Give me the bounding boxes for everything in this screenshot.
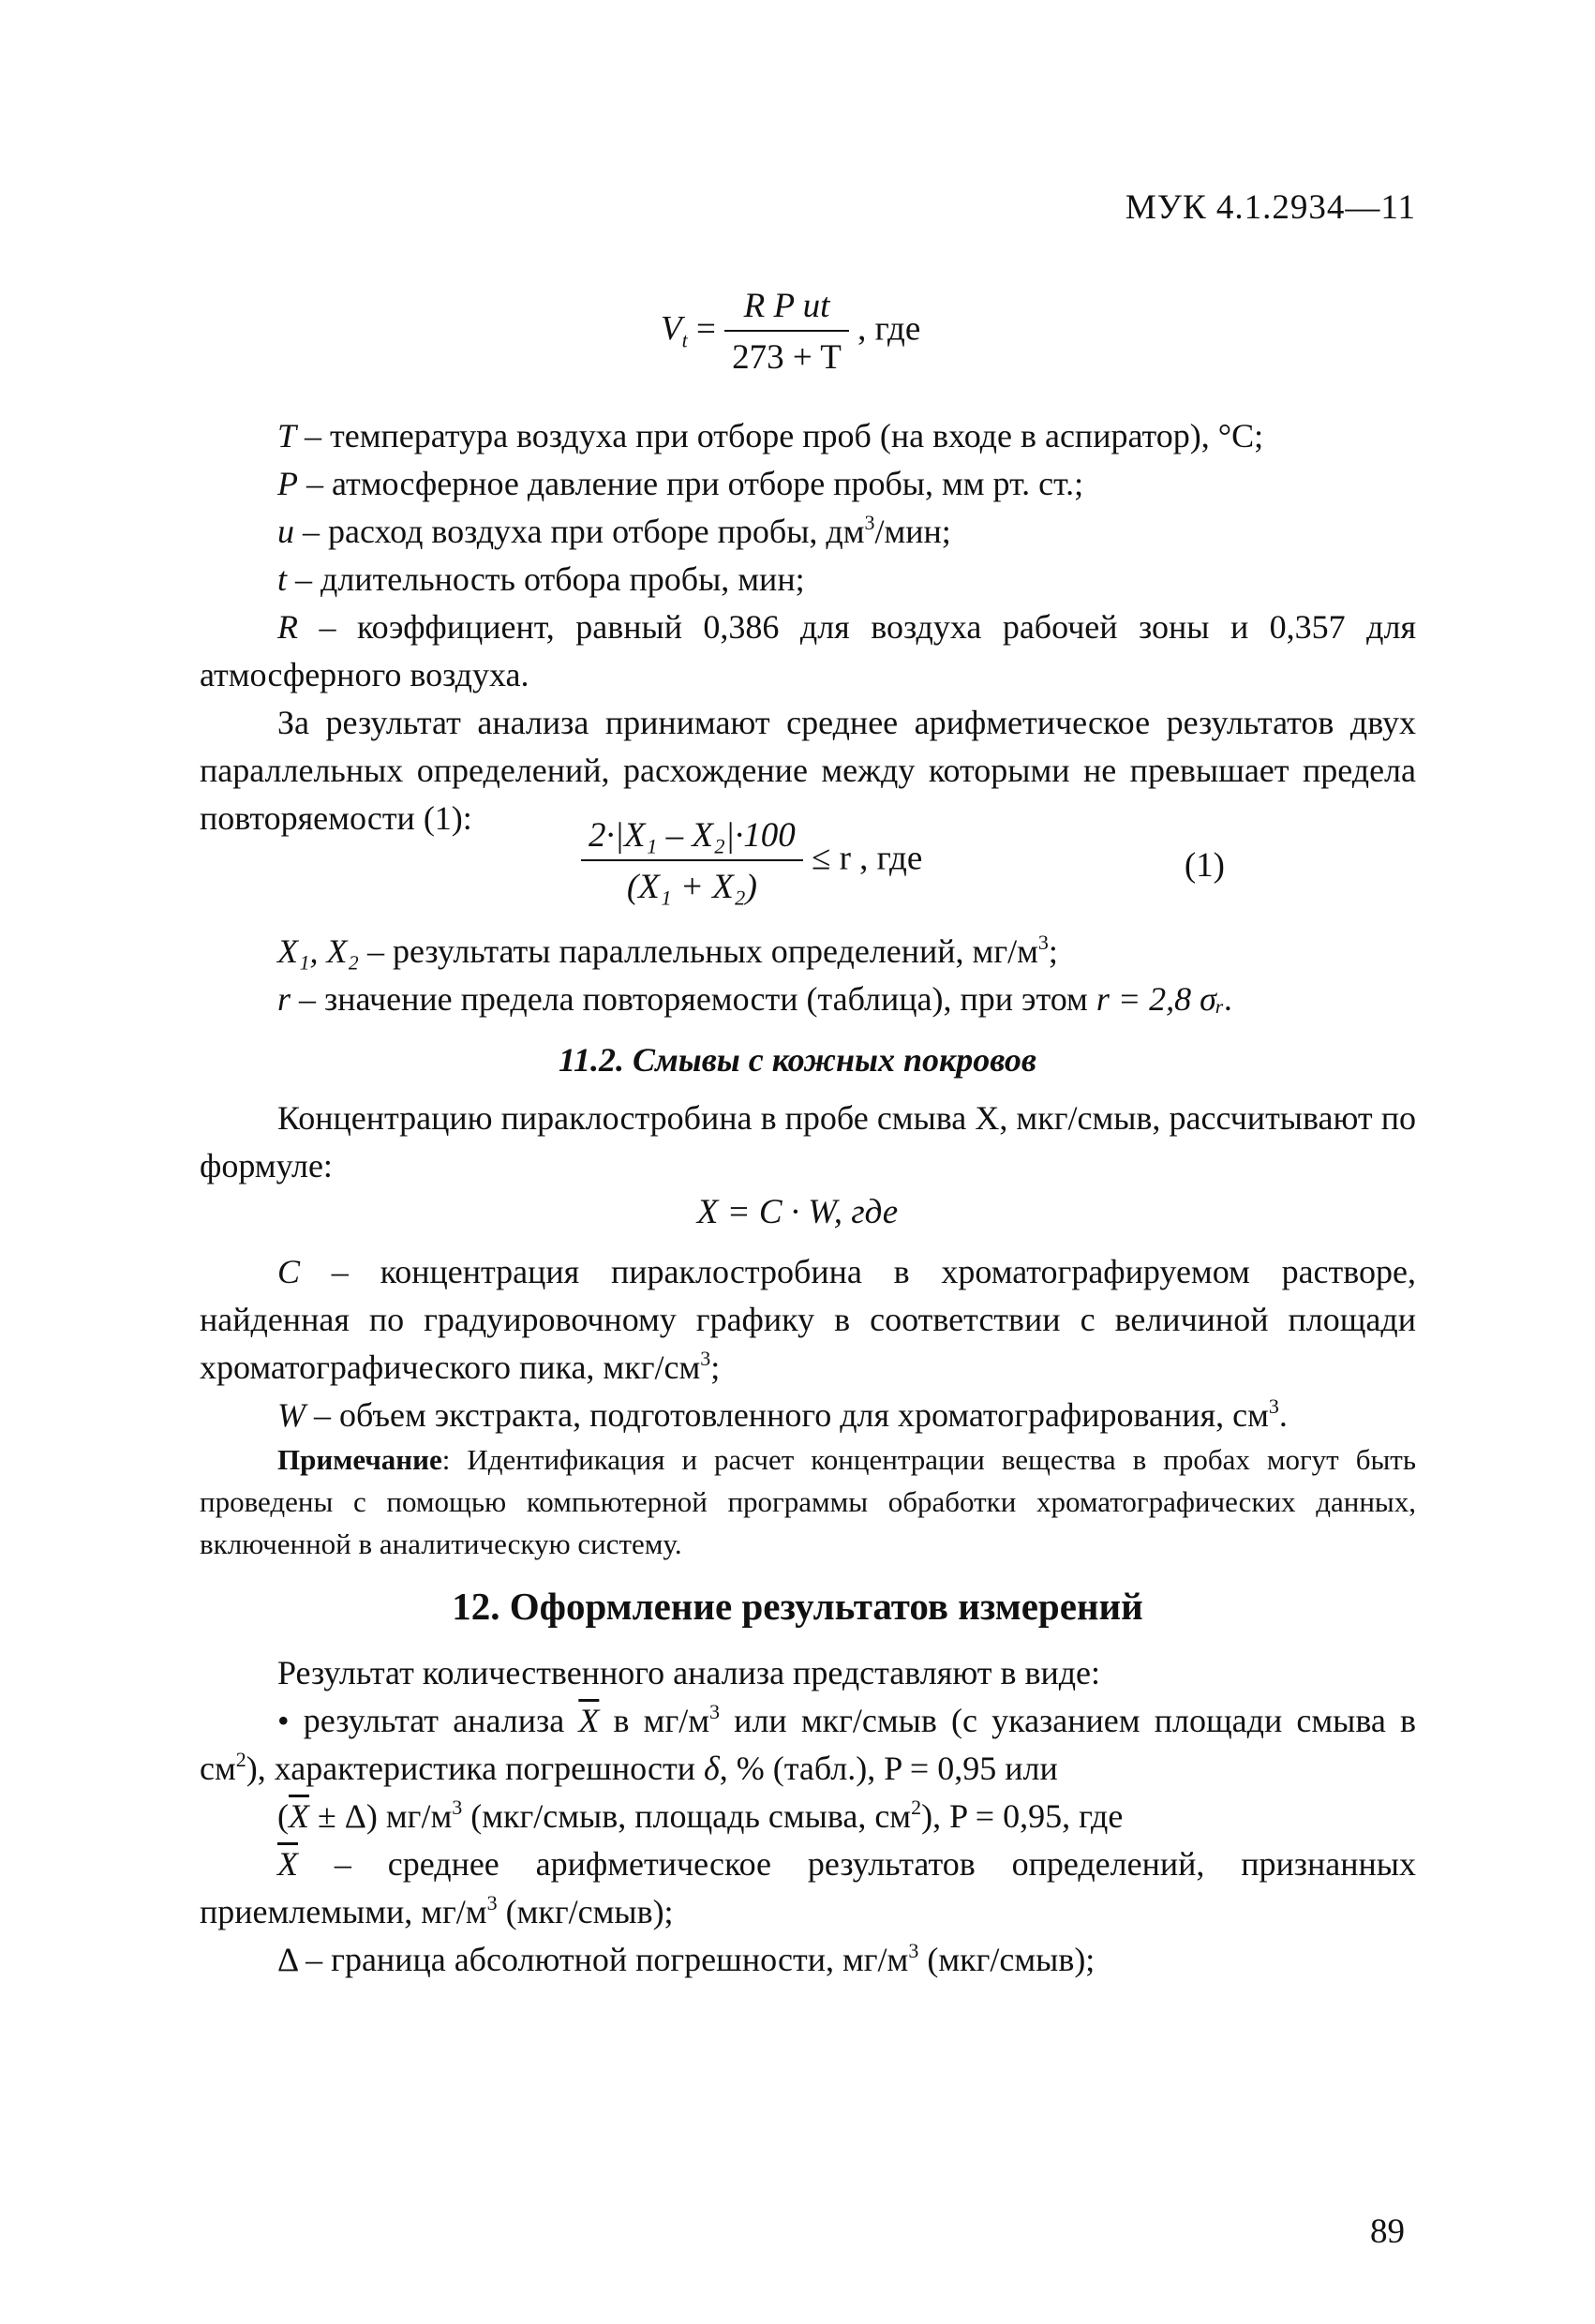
line-plus-minus <box>200 1793 1416 1840</box>
definition-tail: /мин; <box>874 513 951 550</box>
formula-repeat-fraction <box>581 815 803 907</box>
bullet-text-a: • результат анализа <box>277 1702 579 1739</box>
pm-text-c: (мкг/смыв, площадь смыва, см <box>462 1797 912 1835</box>
definition-sup: 3 <box>1268 1394 1279 1418</box>
pm-text-b: ± Δ) мг/м <box>309 1797 453 1835</box>
definition-item <box>200 412 1416 460</box>
formula-repeat-numerator: 2·|X₁ – X₂|·100 <box>581 815 803 861</box>
document-code-header: МУК 4.1.2934—11 <box>1125 188 1416 227</box>
note-block <box>200 1438 1416 1565</box>
definitions-volume <box>200 412 1416 842</box>
pm-sup-c: 2 <box>911 1795 922 1819</box>
pm-text-d: ), P = 0,95, где <box>921 1797 1124 1835</box>
definition-tail: (мкг/смыв); <box>918 1941 1096 1978</box>
definition-sup: 3 <box>700 1347 711 1370</box>
definition-item <box>200 1936 1416 1984</box>
bullet-sup-c: 2 <box>235 1748 246 1771</box>
definition-item <box>200 1392 1416 1439</box>
definition-sup: 3 <box>908 1939 919 1962</box>
definition-text: – результаты параллельных определений, мг/м <box>359 932 1038 970</box>
formula-volume-lhs: V <box>661 309 682 349</box>
section-title: 12. Оформление результатов измерений <box>452 1585 1143 1628</box>
formula-volume-lhs-sub: t <box>681 328 688 352</box>
definition-item <box>200 976 1416 1023</box>
definition-tail: . <box>1278 1396 1288 1434</box>
definition-text: – граница абсолютной погрешности, мг/м <box>297 1941 909 1978</box>
definition-tail: ; <box>1048 932 1058 970</box>
equation-number: (1) <box>1184 846 1225 885</box>
paragraph-present: Результат количественного анализа представляют в виде: <box>277 1654 1101 1691</box>
x-bar-symbol: $\overline{X}$ <box>289 1797 309 1835</box>
bullet-text-b: в мг/м <box>599 1702 710 1739</box>
definition-tail: ; <box>710 1348 721 1386</box>
definition-symbol: t <box>277 560 288 598</box>
definitions-repeat <box>200 928 1416 1023</box>
definition-item <box>200 1840 1416 1936</box>
formula-repeat-denominator: (X₁ + X₂) <box>626 868 757 906</box>
definition-text: – концентрация пираклостробина в хроматографируемом растворе, найденная по градуировочному графику в соответствии с величиной площади хроматографического пика, мкг/см <box>200 1253 1416 1386</box>
section-12-body <box>200 1649 1416 1984</box>
subsection-title: 11.2. Смывы с кожных покровов <box>559 1041 1036 1079</box>
definition-symbol: P <box>277 465 298 502</box>
formula-volume-denominator: 273 + T <box>732 338 842 377</box>
bullet-sup-b: 3 <box>709 1700 721 1723</box>
definition-item <box>200 928 1416 976</box>
bullet-text-c: или мкг/смыв (с указанием площади смыва в см <box>200 1702 1417 1787</box>
definition-symbol: X₁, X₂ <box>277 932 360 970</box>
definition-tail: (мкг/смыв); <box>497 1893 674 1930</box>
note-label: Примечание <box>277 1443 442 1476</box>
definition-item <box>200 1248 1416 1392</box>
pm-text-a: ( <box>277 1797 289 1835</box>
formula-repeat-suffix: ≤ r , где <box>812 839 923 878</box>
definition-text: – среднее арифметическое результатов определений, признанных приемлемыми, мг/м <box>200 1845 1416 1930</box>
definition-sup: 3 <box>1037 931 1049 954</box>
x-bar-symbol: $\overline{X}$ <box>578 1702 600 1739</box>
paragraph-result: За результат анализа принимают среднее арифметическое результатов двух параллельных определений, расхождение между которыми не превышает предела повторяемости (1): <box>200 704 1416 837</box>
definition-text: – температура воздуха при отборе проб (на входе в аспиратор), °С; <box>296 417 1264 454</box>
formula-wash: X = C · W, где <box>696 1193 899 1231</box>
paragraph-wash-block <box>200 1095 1416 1190</box>
formula-repeatability <box>581 815 1424 918</box>
page-number: 89 <box>1370 2212 1405 2251</box>
definition-symbol: W <box>277 1396 306 1434</box>
formula-volume <box>661 286 1223 398</box>
definition-text: – объем экстракта, подготовленного для хроматографирования, см <box>306 1396 1269 1434</box>
delta-symbol: δ <box>704 1750 720 1787</box>
definition-text: – значение предела повторяемости (таблица), при этом <box>291 980 1096 1018</box>
definition-text: – расход воздуха при отборе пробы, дм <box>294 513 865 550</box>
definition-text: – длительность отбора пробы, мин; <box>287 560 805 598</box>
definition-symbol: Δ <box>277 1941 298 1978</box>
definition-item <box>200 460 1416 508</box>
pm-sup-b: 3 <box>452 1795 463 1819</box>
definitions-wash <box>200 1248 1416 1439</box>
note-paragraph <box>200 1438 1416 1565</box>
definition-text: – атмосферное давление при отборе пробы, мм рт. ст.; <box>298 465 1084 502</box>
note-text: : Идентификация и расчет концентрации вещества в пробах могут быть проведены с помощью компьютерной программы обработки хроматографических данных, включенной в аналитическую систему. <box>200 1443 1416 1560</box>
bullet-text-e: , % (табл.), P = 0,95 или <box>719 1750 1058 1787</box>
definition-sup: 3 <box>864 511 875 534</box>
definition-symbol: T <box>277 417 297 454</box>
paragraph-wash: Концентрацию пираклостробина в пробе смыва X, мкг/смыв, рассчитывают по формуле: <box>200 1099 1416 1184</box>
bullet-result <box>200 1697 1416 1793</box>
formula-volume-fraction <box>724 286 849 378</box>
definition-symbol: R <box>277 608 298 646</box>
bullet-text-d: ), характеристика погрешности <box>246 1750 704 1787</box>
definition-item <box>200 603 1416 699</box>
definition-item <box>200 508 1416 556</box>
formula-volume-suffix: , где <box>857 309 921 349</box>
formula-volume-equals: = <box>695 309 716 349</box>
definition-symbol: u <box>277 513 294 550</box>
definition-symbol: C <box>277 1253 301 1290</box>
definition-symbol: $\overline{X}$ <box>277 1845 298 1883</box>
definition-item <box>200 556 1416 603</box>
definition-text: – коэффициент, равный 0,386 для воздуха рабочей зоны и 0,357 для атмосферного воздуха. <box>200 608 1416 693</box>
formula-volume-numerator: R P ut <box>724 286 849 332</box>
definition-symbol: r <box>277 980 291 1018</box>
definition-tail: r = 2,8 σᵣ. <box>1096 980 1233 1018</box>
definition-sup: 3 <box>486 1891 498 1914</box>
